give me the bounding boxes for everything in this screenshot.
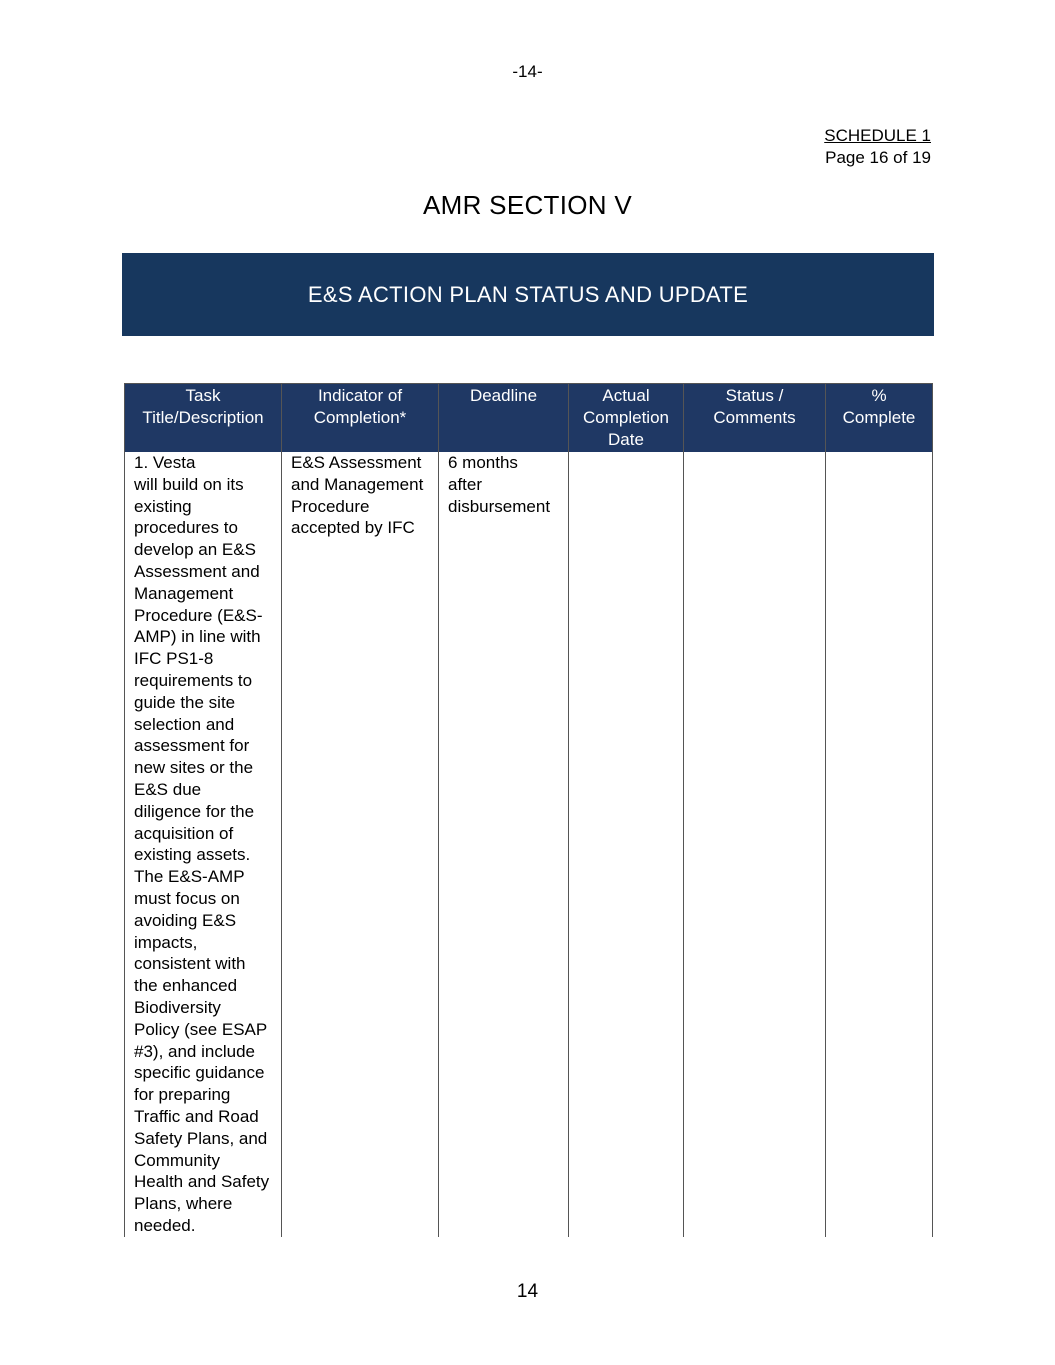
schedule-page: Page 16 of 19: [825, 148, 931, 167]
table-row: [125, 452, 933, 1237]
cell-percent-complete: [826, 452, 933, 1237]
schedule-label: SCHEDULE 1: [824, 126, 931, 145]
header-percent-complete: % Complete: [826, 384, 933, 453]
page-number-top: -14-: [512, 62, 543, 81]
cell-task: 1. Vesta will build on its existing procedures to develop an E&S Assessment and Management Procedure (E&S- AMP) in line with IFC PS1-8 requirements to guide the site selection and assessment for new sites or the E&S due diligence for the acquisition of existing assets. The E&S-AMP must focus on avoiding E&S impacts, consistent with the enhanced Biodiversity Policy (see ESAP #3), and include specific guidance for preparing Traffic and Road Safety Plans, and Community Health and Safety Plans, where needed.: [125, 452, 282, 1237]
header-deadline: Deadline: [439, 384, 569, 453]
header-actual-completion-date: Actual Completion Date: [569, 384, 684, 453]
cell-status-comments: [684, 452, 826, 1237]
banner-title: E&S ACTION PLAN STATUS AND UPDATE: [307, 281, 749, 307]
action-plan-table: [124, 383, 933, 1237]
cell-deadline: 6 months after disbursement: [439, 452, 569, 1237]
page-number-bottom: 14: [516, 1281, 539, 1302]
schedule-reference: [824, 125, 931, 169]
header-task-title: Task Title/Description: [125, 384, 282, 453]
cell-actual-completion-date: [569, 452, 684, 1237]
header-indicator: Indicator of Completion*: [282, 384, 439, 453]
table-header-row: [125, 384, 933, 453]
action-plan-banner: [122, 253, 934, 336]
section-title: AMR SECTION V: [422, 190, 633, 220]
cell-indicator: E&S Assessment and Management Procedure accepted by IFC: [282, 452, 439, 1237]
header-status-comments: Status / Comments: [684, 384, 826, 453]
